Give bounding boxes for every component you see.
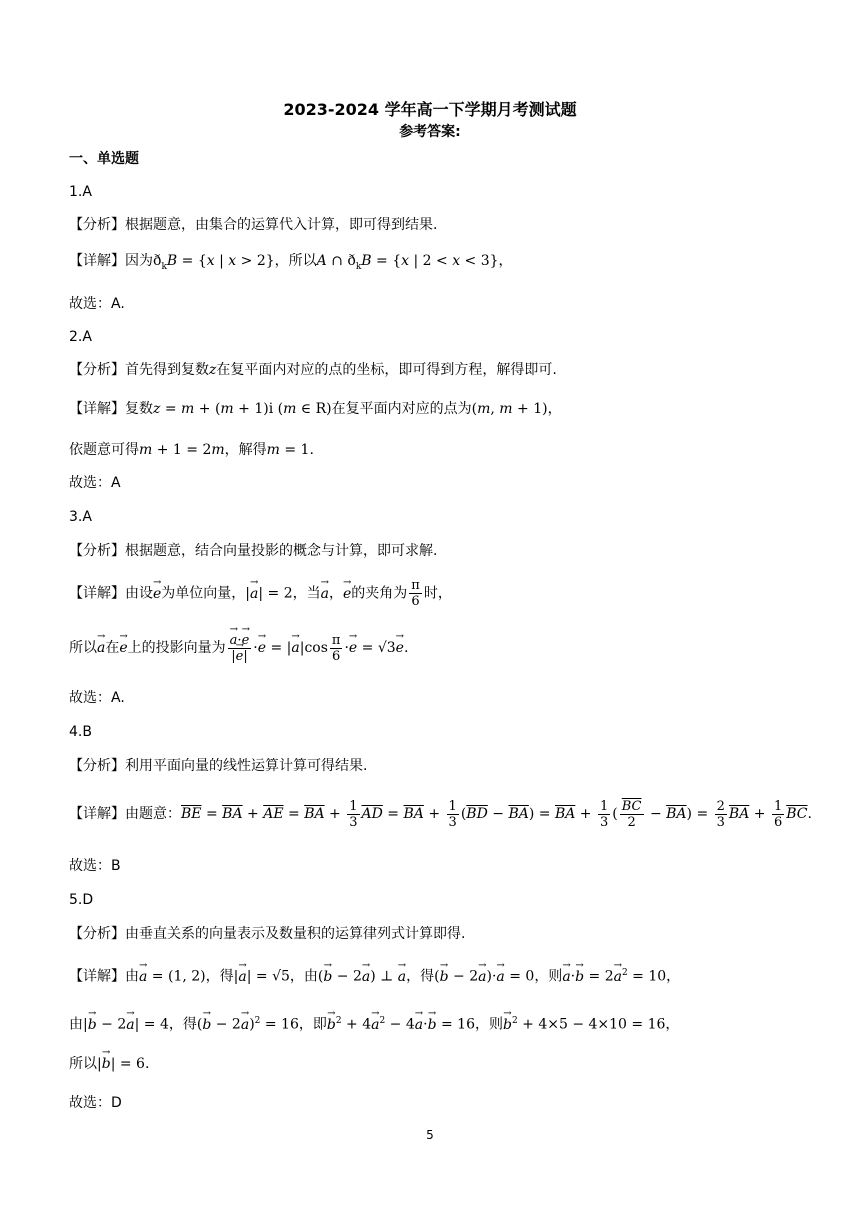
q4-number: 4.B bbox=[69, 724, 92, 740]
q4-analysis: 【分析】利用平面向量的线性运算计算可得结果. bbox=[69, 758, 368, 774]
section-heading: 一、单选题 bbox=[69, 151, 139, 167]
q5-detail: 【详解】由→ a = (1, 2)，得|→ a| = √5，由(→ b − 2→ a) ⊥ → a，得(→ b − 2→ a)·→ a = 0，则→ $a\cdot\to b = 2\to a^2 = 10$， bbox=[69, 963, 680, 987]
q4-detail: 【详解】由题意：$\overline{BE} = \overline{BA} + \overline{AE} = \overline{BA}$ + $\frac{1}{3}$ $\overline{AD} = \overline{BA}$ + $\frac{1}{3}$ $(\overline{BD} - \overline{BA}) = \overline{BA}$ + $\frac{1}{3}$ ( $\frac{\overline{BC}}{2}$ − $\overline{BA}$) = $\frac{2}{3}$ $\overline{BA}$ + $\frac{1}{6}$ $\overline{BC}$. bbox=[69, 798, 812, 830]
q1-analysis: 【分析】根据题意，由集合的运算代入计算，即可得到结果. bbox=[69, 217, 438, 233]
q1-number: 1.A bbox=[69, 184, 92, 200]
page-subtitle: 参考答案: bbox=[399, 124, 461, 140]
q5-detail-2: 由|→ b − 2→ a| = 4，得(→ b − 2→ a)$^2$ = 16，即→ $b^2 + 4\to a^2 - 4\to a\cdot\to b = 16$，则→ $b^2 + 4\times 5 - 4\times 10 = 16$， bbox=[69, 1011, 679, 1035]
q2-detail-2: 依题意可得m + 1 = 2m，解得m = 1. bbox=[69, 442, 314, 458]
q5-detail-3: 所以|→ b| = 6. bbox=[69, 1054, 149, 1074]
q3-detail-2: 所以→ a在→ e上的投影向量为 → $\frac{a\cdot\to e}{|\to e|}$ ·→ e = |→ a|cos $\frac{\pi}{6}$ ·→ e = √3→ e. bbox=[69, 630, 408, 666]
q5-number: 5.D bbox=[69, 892, 94, 908]
q3-number: 3.A bbox=[69, 509, 92, 525]
q3-detail: 【详解】由设→ e为单位向量，|→ a| = 2，当→ a，→ e的夹角为 $\frac{\pi}{6}$ 时， bbox=[69, 578, 452, 609]
q3-answer: 故选：A. bbox=[69, 690, 125, 706]
q4-answer: 故选：B bbox=[69, 858, 121, 874]
q2-number: 2.A bbox=[69, 329, 92, 345]
q2-analysis: 【分析】首先得到复数z在复平面内对应的点的坐标，即可得到方程，解得即可. bbox=[69, 362, 557, 378]
q2-detail: 【详解】复数z = m + (m + 1)i (m ∈ R)在复平面内对应的点为(m, m + 1)， bbox=[69, 401, 562, 417]
q2-answer: 故选：A bbox=[69, 475, 121, 491]
page-title: 2023-2024 学年高一下学期月考测试题 bbox=[283, 100, 577, 119]
page-number: 5 bbox=[426, 1128, 434, 1142]
q5-analysis: 【分析】由垂直关系的向量表示及数量积的运算律列式计算即得. bbox=[69, 926, 466, 942]
q1-answer: 故选：A. bbox=[69, 296, 125, 312]
q1-detail: 【详解】因为$ð_kB = \{x$ | x > 2}，所以A ∩ $ð_kB = \{x$ | 2 < x < 3}， bbox=[69, 253, 513, 272]
q3-analysis: 【分析】根据题意，结合向量投影的概念与计算，即可求解. bbox=[69, 543, 438, 559]
q5-answer: 故选：D bbox=[69, 1095, 122, 1111]
